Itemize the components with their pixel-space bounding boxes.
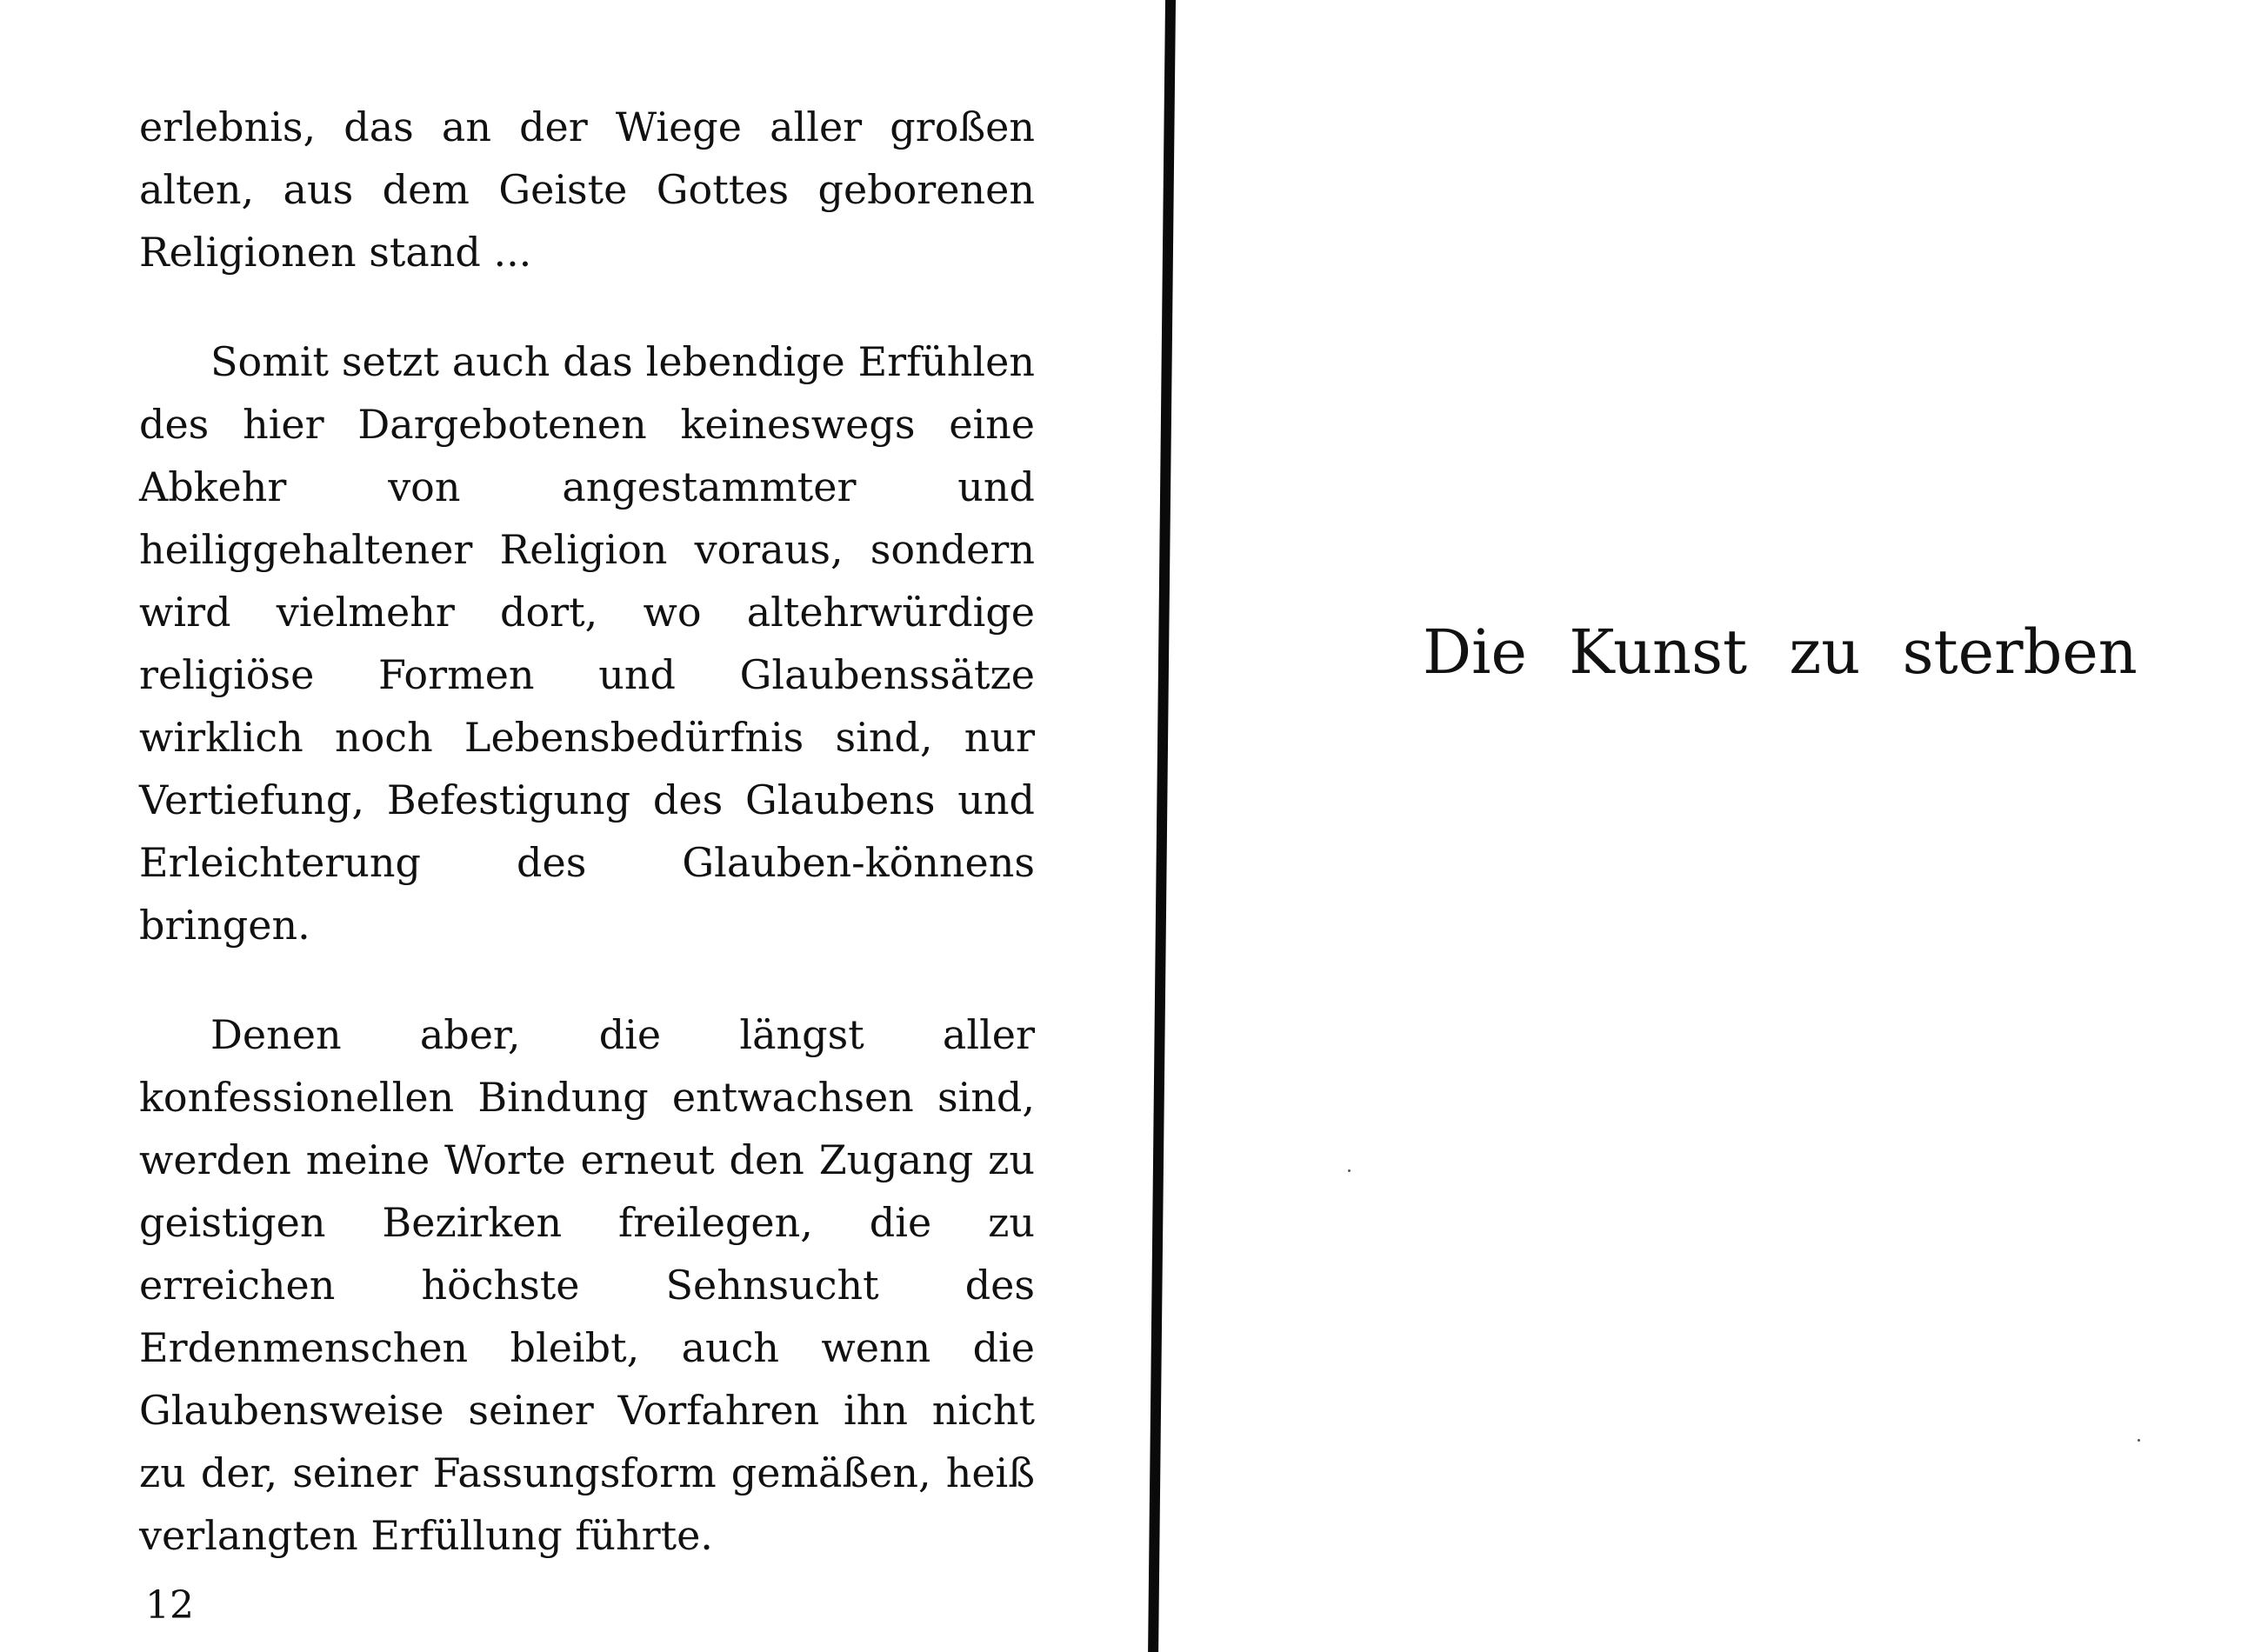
page-number: 12 <box>145 1583 194 1628</box>
chapter-title: Die Kunst zu sterben <box>1423 616 2138 688</box>
paragraph-1: erlebnis, das an der Wiege aller großen alten, aus dem Geiste Gottes geborenen Religionen stand ... <box>139 103 1035 276</box>
paper-speck <box>1348 1169 1351 1172</box>
paragraph-2: Somit setzt auch das lebendige Erfühlen des hier Dargebotenen keineswegs eine Abkehr von angestammter und heiliggehaltener Religion voraus, sondern wird vielmehr dort, wo altehrwürdige religiöse Formen und Glaubenssätze wirklich noch Lebensbedürfnis sind, nur Vertiefung, Befestigung des Glaubens und Erleichterung des Glauben-könnens bringen. <box>139 338 1035 949</box>
paper-speck <box>2138 1439 2140 1442</box>
right-page <box>1183 0 2261 1652</box>
left-page <box>139 96 1035 1626</box>
book-gutter <box>1148 0 1176 1652</box>
paragraph-3: Denen aber, die längst aller konfessionellen Bindung entwachsen sind, werden meine Worte erneut den Zugang zu geistigen Bezirken freilegen, die zu erreichen höchste Sehnsucht des Erdenmenschen bleibt, auch wenn die Glaubensweise seiner Vorfahren ihn nicht zu der, seiner Fassungsform gemäßen, heiß verlangten Erfüllung führte. <box>139 1011 1035 1559</box>
